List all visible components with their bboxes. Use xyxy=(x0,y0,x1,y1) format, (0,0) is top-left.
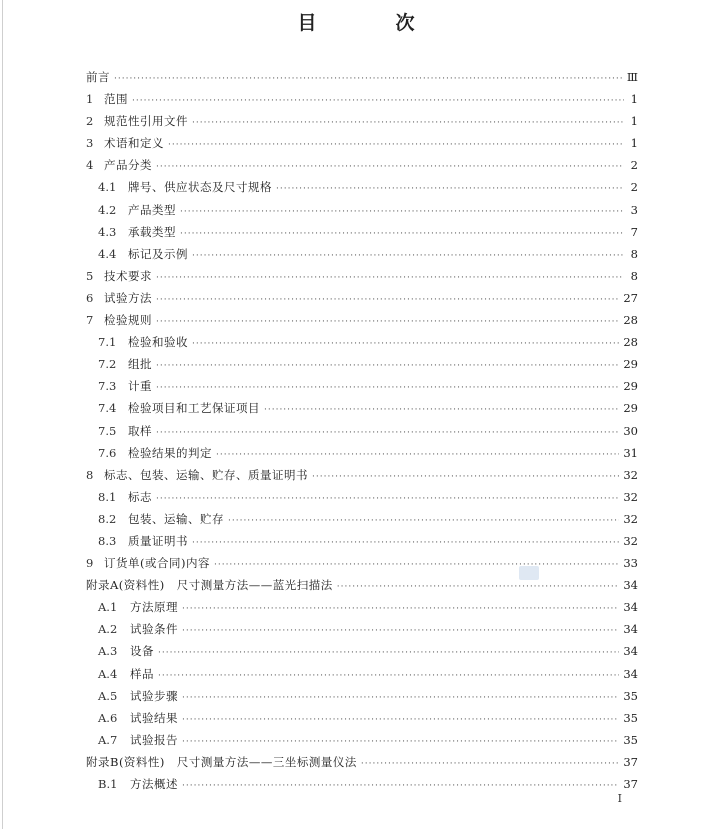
toc-entry[interactable] xyxy=(86,154,638,176)
toc-entry[interactable] xyxy=(86,132,638,154)
toc-entry-page: 31 xyxy=(623,445,638,460)
toc-entry-page: 37 xyxy=(623,754,638,769)
toc-entry-label: 试验结果 xyxy=(130,710,178,725)
toc-entry-label: 附录B(资料性) 尺寸测量方法——三坐标测量仪法 xyxy=(86,754,357,769)
toc-entry-label: 技术要求 xyxy=(104,268,152,283)
toc-entry-number: 3 xyxy=(86,136,94,151)
toc-entry[interactable] xyxy=(86,640,638,662)
toc-dot-leader xyxy=(168,134,624,156)
toc-dot-leader xyxy=(182,709,619,731)
toc-dot-leader xyxy=(228,510,619,532)
toc-dot-leader xyxy=(156,422,619,444)
toc-entry-label: 计重 xyxy=(128,379,152,394)
toc-entry[interactable] xyxy=(86,707,638,729)
toc-entry-label: 标记及示例 xyxy=(128,246,188,261)
toc-dot-leader xyxy=(216,444,619,466)
toc-entry-label: 规范性引用文件 xyxy=(104,114,188,129)
toc-entry[interactable] xyxy=(86,331,638,353)
toc-entry-label: 产品分类 xyxy=(104,158,152,173)
toc-entry[interactable] xyxy=(86,66,638,88)
toc-entry-label: 包装、运输、贮存 xyxy=(128,511,224,526)
toc-dot-leader xyxy=(156,289,619,311)
toc-dot-leader xyxy=(180,223,624,245)
toc-entry-number: 4.4 xyxy=(98,246,117,261)
toc-dot-leader xyxy=(114,68,623,90)
toc-entry-page: Ⅲ xyxy=(626,70,638,84)
toc-entry-number: 8 xyxy=(86,467,94,482)
toc-entry-page: 32 xyxy=(623,467,638,482)
toc-entry[interactable] xyxy=(86,773,638,795)
toc-entry-number: 1 xyxy=(86,92,94,107)
toc-entry-label: 试验步骤 xyxy=(130,688,178,703)
toc-entry-label: 方法概述 xyxy=(130,777,178,791)
toc-entry-number: 2 xyxy=(86,114,94,129)
toc-entry-page: 7 xyxy=(630,224,638,239)
toc-entry-page: 34 xyxy=(623,644,638,659)
toc-entry-page: 8 xyxy=(630,268,638,283)
toc-entry-page: 34 xyxy=(623,666,638,681)
toc-entry-page: 8 xyxy=(630,246,638,261)
toc-dot-leader xyxy=(182,731,619,753)
toc-dot-leader xyxy=(276,178,624,200)
toc-dot-leader xyxy=(156,355,619,377)
toc-entry-number: A.4 xyxy=(98,666,118,681)
toc-entry-number: 7.1 xyxy=(98,335,117,350)
toc-entry-number: B.1 xyxy=(98,777,118,791)
toc-entry[interactable] xyxy=(86,309,638,331)
toc-entry-number: A.7 xyxy=(98,732,118,747)
toc-entry-number: A.1 xyxy=(98,600,118,615)
toc-entry-page: 30 xyxy=(623,423,638,438)
toc-entry-number: 8.3 xyxy=(98,533,117,548)
toc-entry-label: 检验结果的判定 xyxy=(128,445,212,460)
toc-entry-number: 4.1 xyxy=(98,180,117,195)
toc-dot-leader xyxy=(192,532,619,554)
toc-entry[interactable] xyxy=(86,199,638,221)
toc-entry-page: 3 xyxy=(630,202,638,217)
toc-dot-leader xyxy=(192,245,624,267)
toc-entry-label: 范围 xyxy=(104,92,128,107)
toc-entry[interactable] xyxy=(86,685,638,707)
toc-entry-number: 7.3 xyxy=(98,379,117,394)
toc-entry-page: 32 xyxy=(623,511,638,526)
toc-entry[interactable] xyxy=(86,751,638,773)
toc-entry-page: 29 xyxy=(623,379,638,394)
toc-entry-page: 2 xyxy=(630,180,638,195)
toc-entry-page: 28 xyxy=(623,335,638,350)
toc-entry-label: 设备 xyxy=(130,644,154,659)
toc-entry-page: 34 xyxy=(623,622,638,637)
toc-entry[interactable] xyxy=(86,530,638,552)
toc-entry-page: 29 xyxy=(623,357,638,372)
toc-entry-label: 前言 xyxy=(86,70,110,84)
toc-entry-number: A.5 xyxy=(98,688,118,703)
toc-entry-page: 35 xyxy=(623,732,638,747)
toc-entry-number: 7.4 xyxy=(98,401,117,416)
page-title: 目 次 xyxy=(297,12,445,34)
toc-entry-page: 35 xyxy=(623,710,638,725)
toc-entry[interactable] xyxy=(86,420,638,442)
toc-entry-label: 附录A(资料性) 尺寸测量方法——蓝光扫描法 xyxy=(86,578,333,593)
toc-entry-number: 4.2 xyxy=(98,202,117,217)
toc-entry-number: 8.1 xyxy=(98,489,117,504)
toc-entry[interactable] xyxy=(86,287,638,309)
toc-entry[interactable] xyxy=(86,243,638,265)
toc-entry-page: 28 xyxy=(623,313,638,328)
toc-entry-label: 检验和验收 xyxy=(128,335,188,350)
toc-dot-leader xyxy=(264,399,619,421)
toc-entry[interactable] xyxy=(86,618,638,640)
toc-entry[interactable] xyxy=(86,221,638,243)
toc-entry-page: 35 xyxy=(623,688,638,703)
toc-entry-number: 4 xyxy=(86,158,94,173)
toc-entry[interactable] xyxy=(86,110,638,132)
page-edge-rule xyxy=(2,0,3,829)
toc-entry-label: 检验项目和工艺保证项目 xyxy=(128,401,260,416)
toc-entry-label: 组批 xyxy=(128,357,152,372)
toc-entry-number: A.6 xyxy=(98,710,118,725)
toc-entry[interactable] xyxy=(86,464,638,486)
toc-entry-page: 29 xyxy=(623,401,638,416)
toc-entry-page: 32 xyxy=(623,489,638,504)
toc-dot-leader xyxy=(192,333,619,355)
selection-marker xyxy=(519,566,539,580)
toc-dot-leader xyxy=(180,201,624,223)
toc-entry-number: 6 xyxy=(86,290,94,305)
toc-entry[interactable] xyxy=(86,397,638,419)
toc-entry-number: 7.5 xyxy=(98,423,117,438)
toc-entry-label: 术语和定义 xyxy=(104,136,164,151)
table-of-contents xyxy=(86,66,638,795)
toc-entry-label: 取样 xyxy=(128,423,152,438)
toc-dot-leader xyxy=(156,311,619,333)
toc-entry-number: 5 xyxy=(86,268,94,283)
toc-dot-leader xyxy=(132,90,624,112)
toc-dot-leader xyxy=(361,753,619,775)
toc-entry-number: 7 xyxy=(86,313,94,328)
toc-entry-page: 37 xyxy=(623,777,638,791)
toc-dot-leader xyxy=(182,598,619,620)
toc-entry-number: 7.6 xyxy=(98,445,117,460)
toc-entry-label: 试验方法 xyxy=(104,290,152,305)
toc-dot-leader xyxy=(156,488,619,510)
toc-dot-leader xyxy=(214,554,619,576)
toc-entry[interactable] xyxy=(86,88,638,110)
toc-entry-page: 1 xyxy=(630,92,638,107)
toc-entry-label: 订货单(或合同)内容 xyxy=(104,556,210,571)
toc-entry-page: 27 xyxy=(623,290,638,305)
toc-entry-number: 4.3 xyxy=(98,224,117,239)
toc-entry[interactable] xyxy=(86,729,638,751)
toc-entry-label: 承载类型 xyxy=(128,224,176,239)
toc-entry[interactable] xyxy=(86,375,638,397)
toc-dot-leader xyxy=(182,775,619,797)
toc-dot-leader xyxy=(182,687,619,709)
toc-entry[interactable] xyxy=(86,176,638,198)
toc-entry-page: 2 xyxy=(630,158,638,173)
toc-entry-number: 8.2 xyxy=(98,511,117,526)
toc-entry[interactable] xyxy=(86,663,638,685)
toc-entry-number: 7.2 xyxy=(98,357,117,372)
toc-entry-label: 样品 xyxy=(130,666,154,681)
toc-entry-label: 产品类型 xyxy=(128,202,176,217)
toc-entry-page: 32 xyxy=(623,533,638,548)
toc-dot-leader xyxy=(156,377,619,399)
toc-entry-number: A.2 xyxy=(98,622,118,637)
toc-entry-label: 试验报告 xyxy=(130,732,178,747)
toc-entry[interactable] xyxy=(86,486,638,508)
toc-entry-label: 试验条件 xyxy=(130,622,178,637)
page-number: I xyxy=(617,792,622,805)
toc-dot-leader xyxy=(182,620,619,642)
toc-entry-label: 质量证明书 xyxy=(128,533,188,548)
toc-entry-number: A.3 xyxy=(98,644,118,659)
toc-dot-leader xyxy=(158,665,619,687)
toc-entry-page: 34 xyxy=(623,600,638,615)
toc-entry-number: 9 xyxy=(86,556,94,571)
toc-entry-label: 牌号、供应状态及尺寸规格 xyxy=(128,180,272,195)
toc-entry[interactable] xyxy=(86,508,638,530)
toc-dot-leader xyxy=(312,466,619,488)
toc-entry[interactable] xyxy=(86,353,638,375)
toc-entry[interactable] xyxy=(86,596,638,618)
toc-dot-leader xyxy=(337,576,620,598)
toc-dot-leader xyxy=(192,112,624,134)
toc-entry-page: 33 xyxy=(623,556,638,571)
toc-dot-leader xyxy=(156,267,624,289)
toc-dot-leader xyxy=(156,156,624,178)
toc-entry-page: 1 xyxy=(630,136,638,151)
toc-entry-page: 34 xyxy=(623,578,638,593)
toc-entry-label: 方法原理 xyxy=(130,600,178,615)
toc-entry[interactable] xyxy=(86,442,638,464)
toc-entry-page: 1 xyxy=(630,114,638,129)
toc-entry-label: 标志 xyxy=(128,489,152,504)
toc-dot-leader xyxy=(158,642,619,664)
toc-entry-label: 标志、包装、运输、贮存、质量证明书 xyxy=(104,467,308,482)
toc-entry[interactable] xyxy=(86,265,638,287)
toc-entry[interactable] xyxy=(86,574,638,596)
toc-entry[interactable] xyxy=(86,552,638,574)
toc-entry-label: 检验规则 xyxy=(104,313,152,328)
